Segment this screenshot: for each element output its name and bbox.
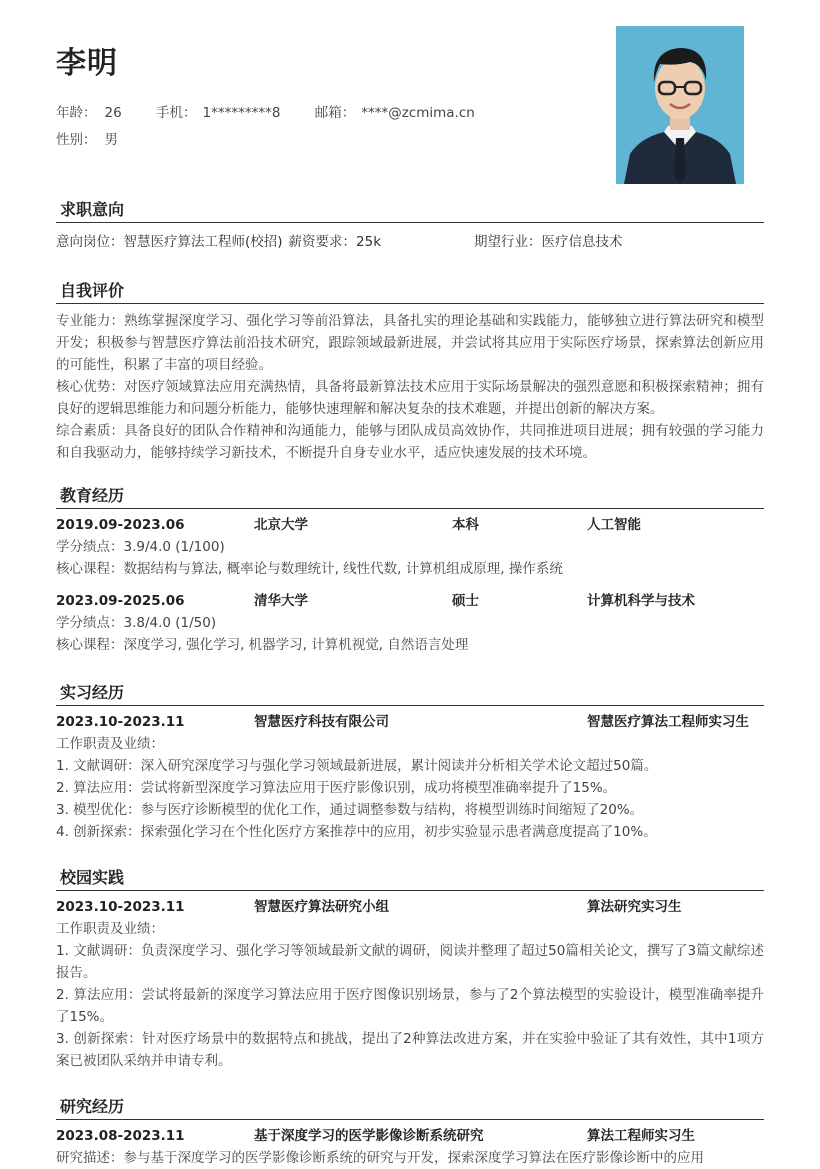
duty-line: 3. 模型优化：参与医疗诊断模型的优化工作，通过调整参数与结构，将模型训练时间缩短了20%。 [56,802,644,818]
self-eval-section [56,279,764,464]
self-eval-paragraph: 专业能力：熟练掌握深度学习、强化学习等前沿算法，具备扎实的理论基础和实践能力，能够独立进行算法研究和模型开发；积极参与智慧医疗算法前沿技术研究，跟踪领域最新进展，并尝试将其应用于实际医疗场景，探索算法创新应用的可能性，积累了丰富的项目经验。 [56,313,764,373]
edu-school: 清华大学 [254,593,308,609]
education-item [56,514,764,580]
edu-school: 北京大学 [254,517,308,533]
email-field: 邮箱： ****@zcmima.cn [314,105,475,121]
intern-date: 2023.10-2023.11 [56,714,185,730]
intern-company: 智慧医疗科技有限公司 [254,714,389,730]
edu-date: 2019.09-2023.06 [56,517,185,533]
section-title: 自我评价 [56,279,764,304]
duty-line: 1. 文献调研：深入研究深度学习与强化学习领域最新进展，累计阅读并分析相关学术论文超过50篇。 [56,758,658,774]
edu-gpa: 学分绩点：3.8/4.0 (1/50) [56,615,217,631]
edu-degree: 硕士 [452,593,479,609]
duty-line: 1. 文献调研：负责深度学习、强化学习等领域最新文献的调研，阅读并整理了超过50篇相关论文，撰写了3篇文献综述报告。 [56,943,764,981]
gender-field: 性别： 男 [56,132,118,148]
duty-label: 工作职责及业绩： [56,736,164,752]
campus-date: 2023.10-2023.11 [56,899,185,915]
campus-org: 智慧医疗算法研究小组 [254,899,389,915]
section-title: 校园实践 [56,866,764,891]
education-section [56,484,764,656]
campus-section [56,866,764,1072]
internship-section [56,681,764,843]
profile-photo [616,26,744,184]
edu-degree: 本科 [452,517,479,533]
section-title: 教育经历 [56,484,764,509]
section-title: 研究经历 [56,1095,764,1120]
research-project: 基于深度学习的医学影像诊断系统研究 [254,1128,484,1144]
intern-role: 智慧医疗算法工程师实习生 [587,714,749,730]
duty-line: 2. 算法应用：尝试将新型深度学习算法应用于医疗影像识别，成功将模型准确率提升了15%。 [56,780,617,796]
phone-field: 手机： 1*********8 [155,105,281,121]
research-role: 算法工程师实习生 [587,1128,695,1144]
research-date: 2023.08-2023.11 [56,1128,185,1144]
campus-role: 算法研究实习生 [587,899,682,915]
contact-row [56,101,505,121]
research-section [56,1095,764,1169]
self-eval-paragraph: 综合素质：具备良好的团队合作精神和沟通能力，能够与团队成员高效协作，共同推进项目进展；拥有较强的学习能力和自我驱动力，能够持续学习新技术，不断提升自身专业水平，适应快速发展的技术环境。 [56,423,764,461]
job-intent-section [56,198,764,253]
section-title: 实习经历 [56,681,764,706]
section-title: 求职意向 [56,198,764,223]
edu-courses: 核心课程：深度学习, 强化学习, 机器学习, 计算机视觉, 自然语言处理 [56,637,469,653]
edu-date: 2023.09-2025.06 [56,593,185,609]
duty-line: 3. 创新探索：针对医疗场景中的数据特点和挑战，提出了2种算法改进方案，并在实验中验证了其有效性，其中1项方案已被团队采纳并申请专利。 [56,1031,764,1069]
intent-industry: 期望行业：医疗信息技术 [474,234,623,250]
duty-line: 2. 算法应用：尝试将最新的深度学习算法应用于医疗图像识别场景，参与了2个算法模型的实验设计，模型准确率提升了15%。 [56,987,764,1025]
intent-salary: 薪资要求：25k [288,234,382,250]
edu-major: 计算机科学与技术 [587,593,695,609]
education-item [56,590,764,656]
edu-major: 人工智能 [587,517,641,533]
edu-gpa: 学分绩点：3.9/4.0 (1/100) [56,539,225,555]
intent-position: 意向岗位：智慧医疗算法工程师(校招) [56,234,283,250]
research-desc: 研究描述：参与基于深度学习的医学影像诊断系统的研究与开发，探索深度学习算法在医疗影像诊断中的应用 [56,1150,704,1166]
candidate-name: 李明 [56,46,118,81]
age-field: 年龄： 26 [56,105,122,121]
self-eval-paragraph: 核心优势：对医疗领域算法应用充满热情，具备将最新算法技术应用于实际场景解决的强烈意愿和积极探索精神；拥有良好的逻辑思维能力和问题分析能力，能够快速理解和解决复杂的技术难题，并提出创新的解决方案。 [56,379,764,417]
duty-label: 工作职责及业绩： [56,921,164,937]
edu-courses: 核心课程：数据结构与算法, 概率论与数理统计, 线性代数, 计算机组成原理, 操作系统 [56,561,563,577]
duty-line: 4. 创新探索：探索强化学习在个性化医疗方案推荐中的应用，初步实验显示患者满意度提高了10%。 [56,824,657,840]
